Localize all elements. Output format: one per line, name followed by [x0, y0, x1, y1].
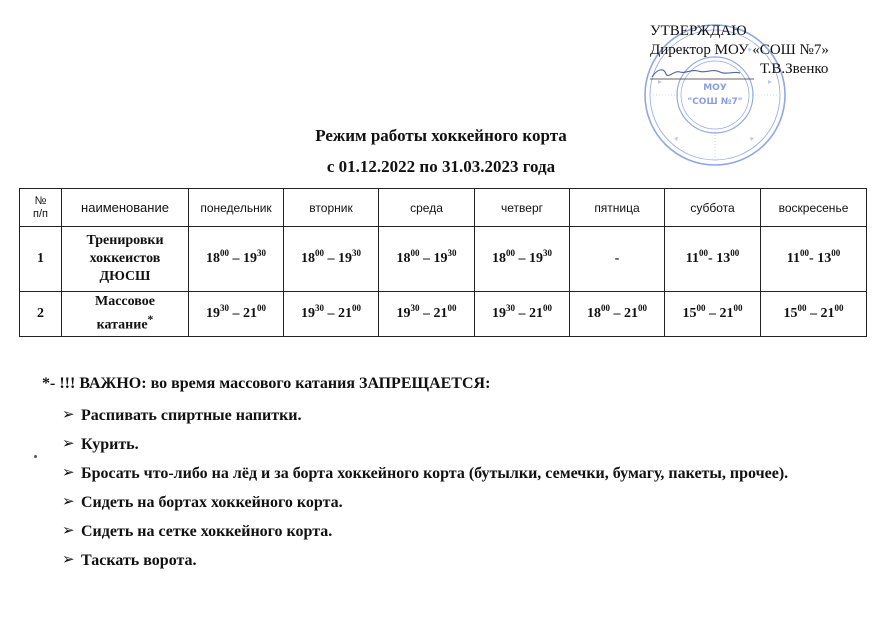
arrow-bullet-icon: ➢: [62, 436, 75, 452]
header-day-thursday: четверг: [475, 189, 570, 227]
time-end-hour: 21: [338, 306, 352, 321]
activity-name-line: Массовое: [95, 294, 155, 310]
time-cell-tuesday: [284, 227, 379, 292]
rule-text: Распивать спиртные напитки.: [81, 407, 302, 424]
time-cell-saturday: [665, 292, 761, 337]
time-start-minutes: 30: [220, 303, 229, 313]
list-item: [62, 434, 842, 455]
time-separator: –: [419, 306, 434, 321]
header-number-symbol: №: [34, 194, 47, 207]
time-start-hour: 19: [206, 306, 220, 321]
page-subtitle-dates: с 01.12.2022 по 31.03.2023 года: [326, 157, 556, 176]
time-end-minutes: 00: [543, 303, 552, 313]
rule-text: Курить.: [81, 436, 139, 453]
approval-signature-line: [650, 60, 829, 79]
time-separator: –: [324, 251, 338, 266]
rule-text: Бросать что-либо на лёд и за борта хоккейного корта (бутылки, семечки, бумагу, пакеты, прочее).: [81, 465, 789, 482]
header-number: [20, 189, 62, 227]
time-start-minutes: 30: [506, 303, 515, 313]
time-cell-thursday: [475, 227, 570, 292]
time-start-minutes: 00: [797, 303, 807, 313]
time-start-hour: 15: [682, 306, 697, 321]
activity-name-line: хоккеистов: [89, 251, 161, 266]
time-start-minutes: 30: [315, 303, 324, 313]
time-start-hour: 15: [783, 306, 798, 321]
time-end-hour: 19: [433, 251, 448, 266]
stamp-center-line1: МОУ: [703, 83, 727, 93]
stamp-center-line2: "СОШ №7": [687, 97, 743, 107]
time-separator: –: [705, 306, 720, 321]
table-row: [20, 227, 867, 292]
approval-block: [650, 22, 829, 79]
approval-director-name: Т.В.Звенко: [760, 61, 829, 77]
activity-name-cell: [62, 227, 189, 292]
time-start-hour: 19: [301, 306, 315, 321]
time-cell-wednesday: [379, 292, 475, 337]
time-start-minutes: 00: [601, 303, 610, 313]
time-start-minutes: 00: [410, 248, 420, 258]
time-start-hour: 18: [206, 251, 220, 266]
time-start-minutes: 00: [800, 248, 810, 258]
arrow-bullet-icon: ➢: [62, 523, 75, 539]
warning-heading: *- !!! ВАЖНО: во время массового катания ЗАПРЕЩАЕТСЯ:: [42, 375, 491, 392]
header-day-monday: понедельник: [189, 189, 284, 227]
rule-text: Сидеть на бортах хоккейного корта.: [81, 494, 343, 511]
header-name: наименование: [62, 189, 189, 227]
header-number-abbr: п/п: [33, 207, 48, 220]
header-day-saturday: суббота: [665, 189, 761, 227]
time-separator: –: [229, 306, 243, 321]
list-item: [62, 492, 842, 513]
row-number-cell: 2: [20, 292, 62, 337]
row-number-cell: 1: [20, 227, 62, 292]
time-end-hour: 19: [529, 251, 543, 266]
list-item: [62, 405, 842, 426]
activity-name-line: катание: [96, 317, 148, 333]
arrow-bullet-icon: ➢: [62, 552, 75, 568]
arrow-bullet-icon: ➢: [62, 465, 75, 481]
time-start-hour: 18: [587, 306, 601, 321]
time-cell-monday: [189, 292, 284, 337]
header-day-friday: пятница: [570, 189, 665, 227]
activity-name-cell: [62, 292, 189, 337]
time-end-minutes: 30: [257, 248, 266, 258]
time-start-hour: 18: [396, 251, 411, 266]
header-day-tuesday: вторник: [284, 189, 379, 227]
time-separator: -: [708, 251, 717, 266]
time-separator: -: [809, 251, 818, 266]
table-header-row: [20, 189, 867, 227]
time-start-minutes: 00: [220, 248, 229, 258]
activity-name-line: ДЮСШ: [99, 269, 151, 284]
rule-text: Таскать ворота.: [81, 552, 197, 569]
time-start-hour: 19: [396, 306, 411, 321]
time-separator: –: [324, 306, 338, 321]
time-end-minutes: 00: [831, 248, 841, 258]
time-separator: –: [806, 306, 821, 321]
list-item: [62, 463, 842, 484]
rules-list: [62, 405, 842, 579]
activity-name-line: Тренировки: [86, 233, 164, 248]
time-end-hour: 21: [820, 306, 835, 321]
rule-text: Сидеть на сетке хоккейного корта.: [81, 523, 333, 540]
time-separator: –: [515, 251, 529, 266]
time-end-hour: 19: [243, 251, 257, 266]
time-cell-friday: -: [570, 227, 665, 292]
time-end-hour: 21: [433, 306, 448, 321]
header-day-wednesday: среда: [379, 189, 475, 227]
time-cell-tuesday: [284, 292, 379, 337]
approval-title: УТВЕРЖДАЮ: [650, 23, 747, 39]
footnote-mark: *: [147, 313, 154, 327]
time-end-minutes: 00: [733, 303, 743, 313]
time-separator: –: [610, 306, 624, 321]
time-cell-wednesday: [379, 227, 475, 292]
time-end-minutes: 30: [543, 248, 552, 258]
time-start-minutes: 00: [696, 303, 706, 313]
time-separator: –: [229, 251, 243, 266]
time-start-minutes: 00: [506, 248, 515, 258]
time-end-hour: 13: [716, 251, 731, 266]
header-day-sunday: воскресенье: [761, 189, 867, 227]
time-start-minutes: 00: [315, 248, 324, 258]
time-cell-sunday: [761, 292, 867, 337]
list-item: [62, 550, 842, 571]
time-cell-saturday: [665, 227, 761, 292]
time-start-minutes: 00: [699, 248, 709, 258]
time-cell-sunday: [761, 227, 867, 292]
time-end-minutes: 00: [730, 248, 740, 258]
time-end-minutes: 00: [638, 303, 647, 313]
time-end-hour: 21: [243, 306, 257, 321]
time-end-minutes: 30: [352, 248, 361, 258]
time-end-hour: 19: [338, 251, 352, 266]
list-item: [62, 521, 842, 542]
arrow-bullet-icon: ➢: [62, 407, 75, 423]
arrow-bullet-icon: ➢: [62, 494, 75, 510]
time-end-minutes: 00: [447, 303, 457, 313]
time-separator: –: [419, 251, 434, 266]
time-end-hour: 13: [817, 251, 832, 266]
time-cell-monday: [189, 227, 284, 292]
time-start-hour: 11: [685, 251, 700, 266]
time-cell-friday: [570, 292, 665, 337]
handwritten-signature: [650, 66, 755, 80]
time-start-hour: 19: [492, 306, 506, 321]
time-end-hour: 21: [719, 306, 734, 321]
time-start-minutes: 30: [410, 303, 420, 313]
time-cell-thursday: [475, 292, 570, 337]
time-start-hour: 11: [786, 251, 801, 266]
time-separator: –: [515, 306, 529, 321]
scan-speck: [34, 455, 37, 458]
time-start-hour: 18: [492, 251, 506, 266]
page-title: Режим работы хоккейного корта: [315, 126, 567, 145]
table-row: [20, 292, 867, 337]
time-end-minutes: 00: [352, 303, 361, 313]
schedule-table: [19, 188, 867, 337]
approval-position: Директор МОУ «СОШ №7»: [650, 42, 829, 58]
time-end-minutes: 00: [834, 303, 844, 313]
time-end-hour: 21: [624, 306, 638, 321]
time-end-hour: 21: [529, 306, 543, 321]
time-end-minutes: 00: [257, 303, 266, 313]
time-start-hour: 18: [301, 251, 315, 266]
time-end-minutes: 30: [447, 248, 457, 258]
